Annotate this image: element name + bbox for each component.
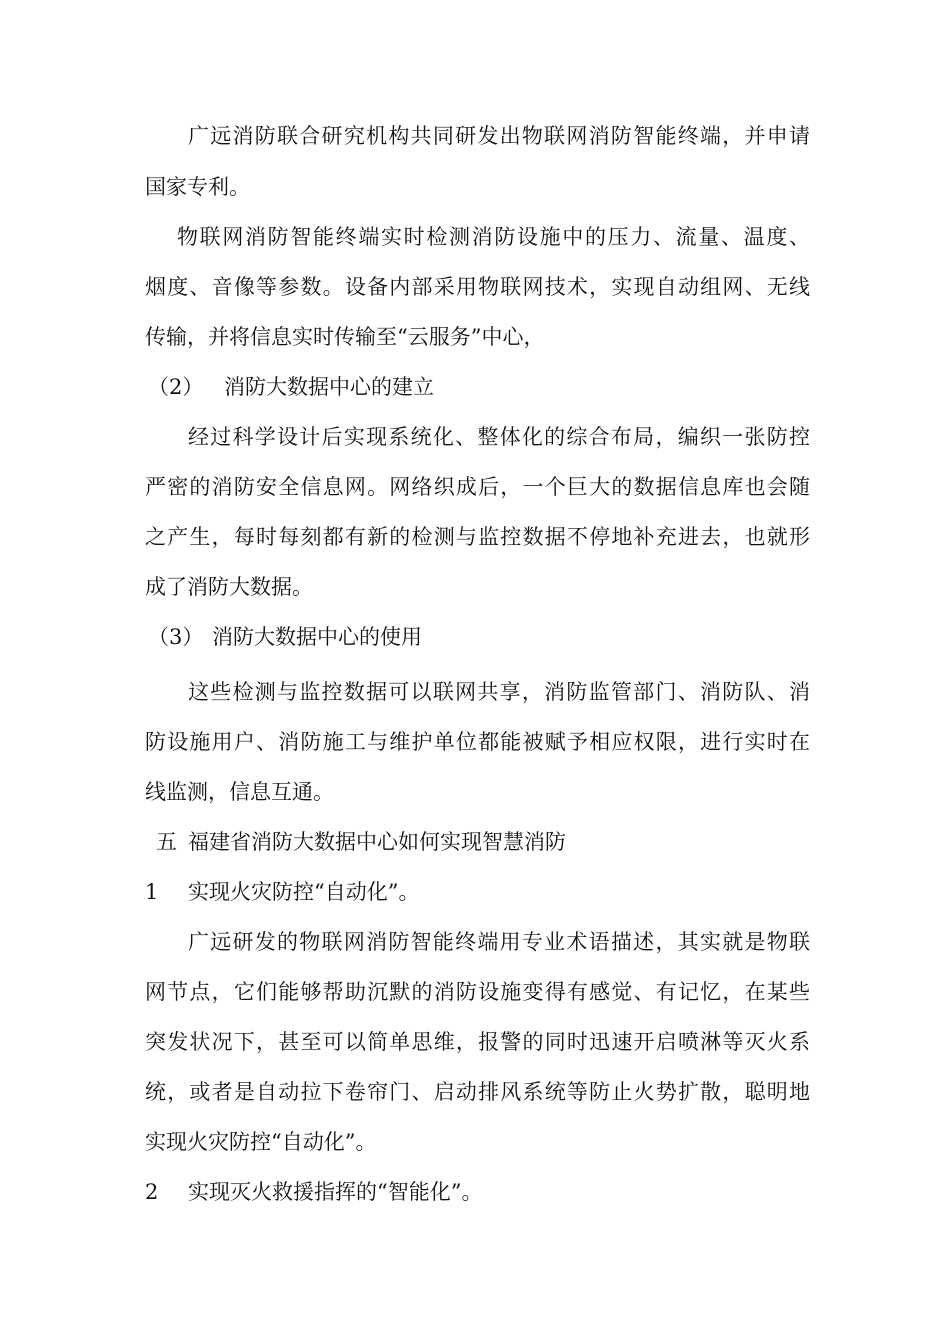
section-heading-2 — [148, 372, 813, 402]
paragraph-3-line-3: 之产生，每时每刻都有新的检测与监控数据不停地补充进去，也就形 — [145, 525, 810, 549]
paragraph-2-line-2: 烟度、音像等参数。设备内部采用物联网技术，实现自动组网、无线 — [145, 275, 810, 299]
paragraph-5-line-5: 实现火灾防控“自动化”。 — [145, 1130, 377, 1154]
section-heading-3-label: （3） — [148, 625, 204, 649]
paragraph-5-line-2: 网节点，它们能够帮助沉默的消防设施变得有感觉、有记忆，在某些 — [145, 980, 810, 1004]
paragraph-2-line-1: 物联网消防智能终端实时检测消防设施中的压力、流量、温度、 — [177, 225, 810, 249]
section-heading-3-text: 消防大数据中心的使用 — [212, 625, 422, 649]
subheading-1-label: 1 — [145, 880, 159, 904]
paragraph-4-line-1: 这些检测与监控数据可以联网共享，消防监管部门、消防队、消 — [188, 680, 810, 704]
paragraph-5-line-3: 突发状况下，甚至可以简单思维，报警的同时迅速开启喷淋等灭火系 — [145, 1030, 810, 1054]
subheading-1-text: 实现火灾防控“自动化”。 — [188, 880, 420, 904]
paragraph-5-line-4: 统，或者是自动拉下卷帘门、启动排风系统等防止火势扩散，聪明地 — [145, 1080, 810, 1104]
subheading-2-label: 2 — [145, 1180, 159, 1204]
paragraph-3-line-1: 经过科学设计后实现系统化、整体化的综合布局，编织一张防控 — [188, 425, 810, 449]
paragraph-2-line-3: 传输，并将信息实时传输至“云服务”中心， — [145, 325, 545, 349]
section-heading-2-text: 消防大数据中心的建立 — [224, 375, 434, 399]
paragraph-3-line-4: 成了消防大数据。 — [145, 575, 313, 599]
chapter-heading-5 — [156, 827, 821, 857]
subheading-2 — [145, 1177, 810, 1207]
subheading-2-text: 实现灭火救援指挥的“智能化”。 — [188, 1180, 483, 1204]
paragraph-1-line-1: 广远消防联合研究机构共同研发出物联网消防智能终端，并申请 — [188, 124, 810, 148]
paragraph-5-line-1: 广远研发的物联网消防智能终端用专业术语描述，其实就是物联 — [188, 930, 810, 954]
section-heading-2-label: （2） — [148, 375, 204, 399]
paragraph-4-line-3: 线监测，信息互通。 — [145, 780, 334, 804]
chapter-heading-5-text: 福建省消防大数据中心如何实现智慧消防 — [188, 830, 566, 854]
subheading-1 — [145, 877, 810, 907]
paragraph-3-line-2: 严密的消防安全信息网。网络织成后，一个巨大的数据信息库也会随 — [145, 475, 810, 499]
chapter-heading-5-label: 五 — [156, 830, 177, 854]
paragraph-1-line-2: 国家专利。 — [145, 175, 250, 199]
section-heading-3 — [148, 622, 813, 652]
paragraph-4-line-2: 防设施用户、消防施工与维护单位都能被赋予相应权限，进行实时在 — [145, 730, 810, 754]
